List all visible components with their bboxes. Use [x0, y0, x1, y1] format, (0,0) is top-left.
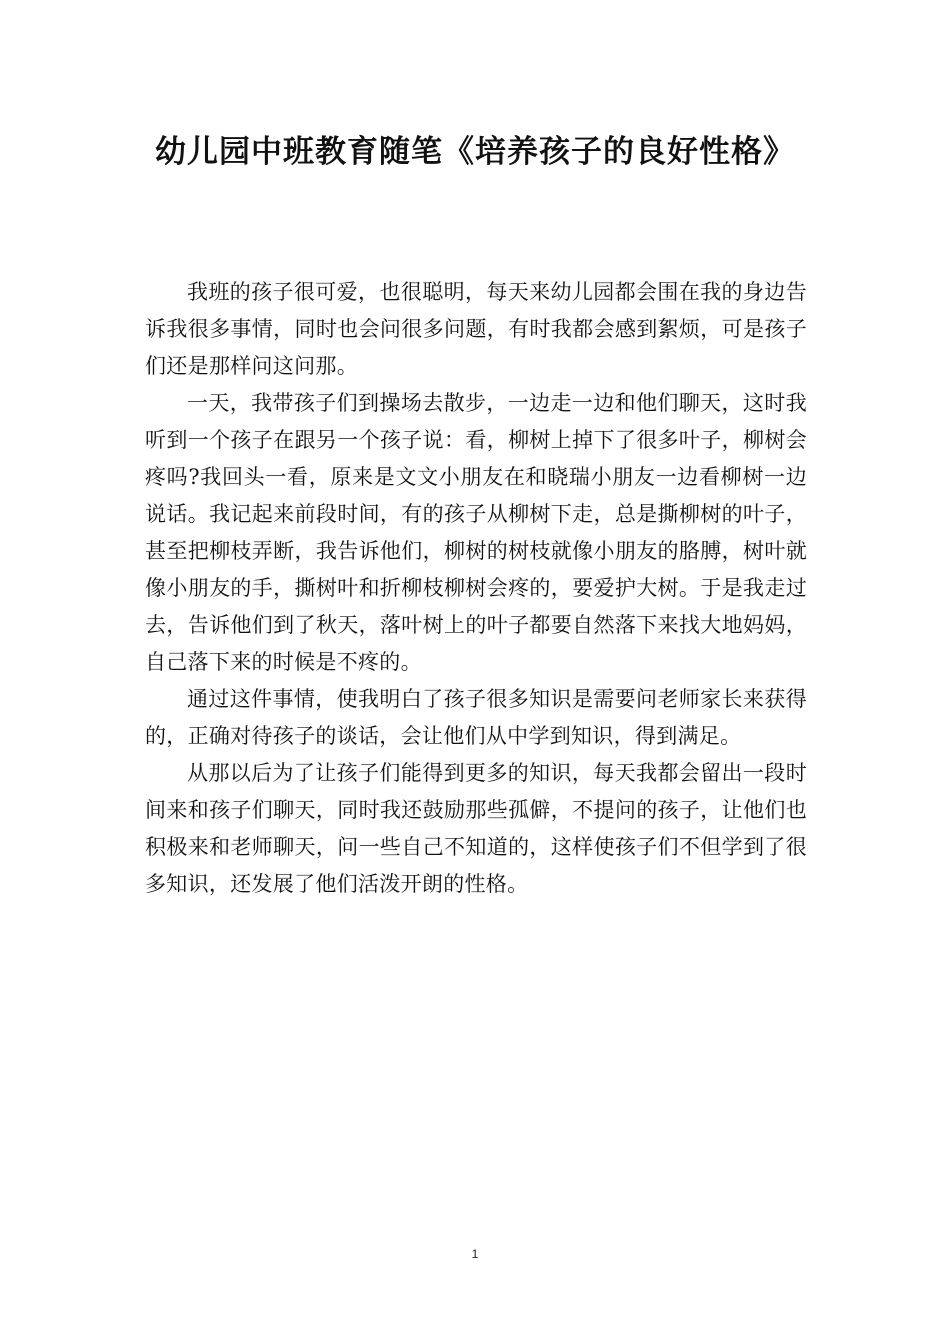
page-number: 1 [471, 1247, 479, 1261]
paragraph-2: 一天，我带孩子们到操场去散步，一边走一边和他们聊天，这时我听到一个孩子在跟另一个孩子说：看，柳树上掉下了很多叶子，柳树会疼吗?我回头一看，原来是文文小朋友在和晓瑞小朋友一边看柳树一边说话。我记起来前段时间，有的孩子从柳树下走，总是撕柳树的叶子，甚至把柳枝弄断，我告诉他们，柳树的树枝就像小朋友的胳膊，树叶就像小朋友的手，撕树叶和折柳枝柳树会疼的，要爱护大树。于是我走过去，告诉他们到了秋天，落叶树上的叶子都要自然落下来找大地妈妈，自己落下来的时候是不疼的。 [145, 391, 807, 674]
document-body [145, 274, 807, 903]
paragraph-1: 我班的孩子很可爱，也很聪明，每天来幼儿园都会围在我的身边告诉我很多事情，同时也会问很多问题，有时我都会感到絮烦，可是孩子们还是那样问这问那。 [145, 280, 807, 378]
document-title: 幼儿园中班教育随笔《培养孩子的良好性格》 [155, 134, 795, 170]
paragraph-4: 从那以后为了让孩子们能得到更多的知识，每天我都会留出一段时间来和孩子们聊天，同时我还鼓励那些孤僻，不提问的孩子，让他们也积极来和老师聊天，问一些自己不知道的，这样使孩子们不但学到了很多知识，还发展了他们活泼开朗的性格。 [145, 761, 807, 896]
paragraph-3: 通过这件事情，使我明白了孩子很多知识是需要问老师家长来获得的，正确对待孩子的谈话，会让他们从中学到知识，得到满足。 [145, 687, 807, 748]
